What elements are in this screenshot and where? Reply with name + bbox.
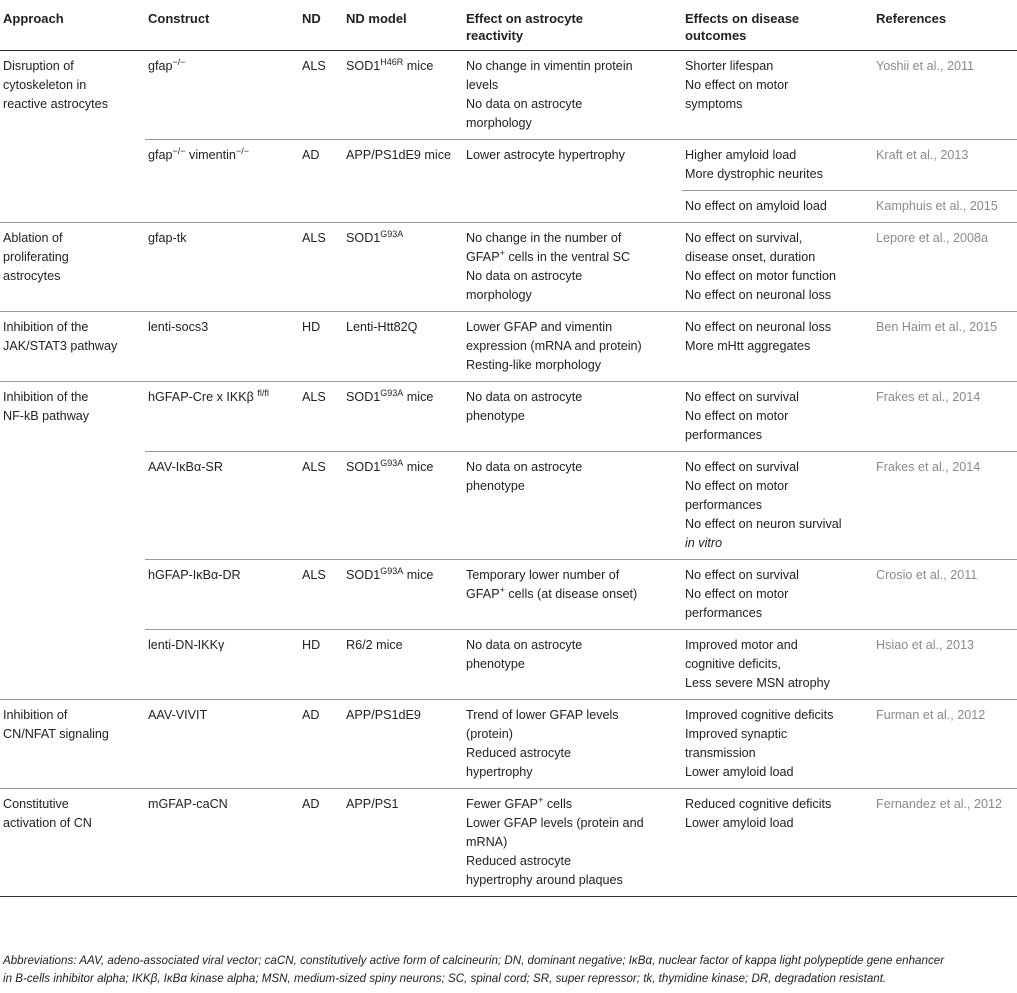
reactivity-cell (463, 452, 682, 560)
outcome-line: No effect on amyloid load (685, 199, 827, 213)
outcomes-cell (682, 630, 873, 700)
header-construct: Construct (145, 4, 299, 51)
header-effect-outcomes-line2: outcomes (685, 28, 747, 43)
reactivity-line: No data on astrocyte (466, 390, 583, 404)
model-superscript: G93A (380, 388, 404, 398)
reference-cell: Yoshii et al., 2011 (876, 59, 975, 73)
table-row (0, 51, 1017, 140)
nd-model-cell (343, 560, 463, 630)
nd-model-cell: APP/PS1dE9 mice (343, 140, 463, 223)
reference-cell: Ben Haim et al., 2015 (873, 312, 1017, 382)
table-row (0, 630, 1017, 700)
header-effect-outcomes (682, 4, 873, 51)
approach-cell (0, 223, 145, 312)
reactivity-line: phenotype (466, 657, 525, 671)
construct-text-mid: vimentin (185, 148, 236, 162)
outcome-line: Improved motor and (685, 638, 798, 652)
approach-line: Inhibition of the (3, 390, 89, 404)
header-approach: Approach (0, 4, 145, 51)
approach-line: JAK/STAT3 pathway (3, 339, 118, 353)
reactivity-line (466, 248, 678, 267)
nd-model-cell: Lenti-Htt82Q (343, 312, 463, 382)
reference-cell: Kraft et al., 2013 (873, 140, 1017, 191)
outcome-line: No effect on neuronal loss (685, 288, 832, 302)
outcomes-cell (682, 51, 873, 140)
table-row (0, 560, 1017, 630)
approach-line: proliferating (3, 250, 69, 264)
outcome-line: Reduced cognitive deficits (685, 797, 832, 811)
nd-cell: HD (299, 630, 343, 700)
construct-superscript: −/− (172, 57, 186, 67)
reference-cell: Kamphuis et al., 2015 (873, 191, 1017, 223)
outcome-line: No effect on survival (685, 568, 799, 582)
table-row (0, 382, 1017, 452)
model-suffix: mice (403, 460, 434, 474)
outcome-line: No effect on survival, (685, 231, 803, 245)
reactivity-cell (463, 700, 682, 789)
outcome-line: No effect on motor (685, 479, 789, 493)
reactivity-line: Resting-like morphology (466, 358, 602, 372)
construct-cell: gfap-tk (145, 223, 299, 312)
nd-model-cell: R6/2 mice (343, 630, 463, 700)
approach-line: Constitutive (3, 797, 69, 811)
outcome-line: No effect on neuronal loss (685, 320, 832, 334)
header-row (0, 4, 1017, 51)
outcomes-cell (682, 700, 873, 789)
outcomes-cell (682, 452, 873, 560)
approach-line: CN/NFAT signaling (3, 727, 109, 741)
nd-model-cell (343, 51, 463, 140)
reactivity-line: Trend of lower GFAP levels (466, 708, 619, 722)
approach-line: Inhibition of (3, 708, 68, 722)
reactivity-line: Lower GFAP levels (protein and (466, 816, 644, 830)
table-row (0, 312, 1017, 382)
approach-line: Ablation of (3, 231, 63, 245)
reactivity-superscript: + (538, 795, 544, 805)
nd-cell: HD (299, 312, 343, 382)
reactivity-text: cells (at disease onset) (504, 587, 638, 601)
reference-cell: Lepore et al., 2008a (873, 223, 1017, 312)
model-text: SOD1 (346, 231, 381, 245)
outcome-line: No effect on motor (685, 587, 789, 601)
nd-model-cell: APP/PS1dE9 (343, 700, 463, 789)
reactivity-line: No data on astrocyte (466, 460, 583, 474)
approach-line: astrocytes (3, 269, 61, 283)
model-superscript: G93A (380, 458, 404, 468)
nd-cell: ALS (299, 560, 343, 630)
header-effect-reactivity (463, 4, 682, 51)
outcome-line: performances (685, 606, 762, 620)
construct-cell (145, 51, 299, 140)
construct-text: hGFAP-Cre x IKKβ (148, 390, 254, 404)
reactivity-text: GFAP (466, 250, 500, 264)
outcomes-cell (682, 560, 873, 630)
nd-cell: ALS (299, 223, 343, 312)
reactivity-line: Reduced astrocyte (466, 854, 572, 868)
construct-text: gfap (148, 148, 173, 162)
outcome-line: No effect on motor (685, 78, 789, 92)
reactivity-line: Temporary lower number of (466, 568, 620, 582)
reactivity-text: GFAP (466, 587, 500, 601)
reactivity-line: No data on astrocyte (466, 638, 583, 652)
reactivity-line: Lower GFAP and vimentin (466, 320, 613, 334)
reactivity-cell (463, 560, 682, 630)
astrocyte-reactivity-table (0, 4, 1017, 897)
reactivity-cell (463, 630, 682, 700)
model-superscript: H46R (380, 57, 404, 67)
outcome-line: More dystrophic neurites (685, 167, 823, 181)
outcome-line: Higher amyloid load (685, 148, 797, 162)
model-superscript: G93A (380, 229, 404, 239)
outcome-line: in vitro (685, 536, 723, 550)
construct-cell: hGFAP-IκBα-DR (145, 560, 299, 630)
approach-line: cytoskeleton in (3, 78, 87, 92)
construct-text: gfap (148, 59, 173, 73)
construct-cell (145, 140, 299, 223)
approach-cell (0, 789, 145, 897)
table-row (0, 223, 1017, 312)
approach-line: Inhibition of the (3, 320, 89, 334)
reactivity-cell (463, 789, 682, 897)
construct-superscript: fl/fl (257, 388, 269, 398)
header-nd-model: ND model (343, 4, 463, 51)
reactivity-line: Reduced astrocyte (466, 746, 572, 760)
outcomes-cell (682, 312, 873, 382)
construct-cell: AAV-IκBα-SR (145, 452, 299, 560)
construct-cell: mGFAP-caCN (145, 789, 299, 897)
outcome-line: symptoms (685, 97, 743, 111)
nd-model-cell (343, 223, 463, 312)
reactivity-superscript: + (499, 248, 505, 258)
outcomes-cell (682, 789, 873, 897)
reactivity-line (466, 585, 678, 604)
approach-line: reactive astrocytes (3, 97, 108, 111)
reactivity-cell (463, 51, 682, 140)
reference-cell: Furman et al., 2012 (873, 700, 1017, 789)
model-text: SOD1 (346, 568, 381, 582)
reactivity-line: morphology (466, 116, 532, 130)
reactivity-line: phenotype (466, 479, 525, 493)
nd-cell: AD (299, 140, 343, 223)
outcomes-cell (682, 191, 873, 223)
reactivity-line: hypertrophy (466, 765, 533, 779)
outcome-line: No effect on survival (685, 460, 799, 474)
model-text: SOD1 (346, 59, 381, 73)
header-effect-reactivity-line2: reactivity (466, 28, 524, 43)
reactivity-line (466, 795, 678, 814)
table-row (0, 140, 1017, 191)
outcome-line: Lower amyloid load (685, 765, 794, 779)
outcomes-cell (682, 140, 873, 191)
reactivity-line: (protein) (466, 727, 513, 741)
table-row (0, 700, 1017, 789)
reactivity-line: No data on astrocyte (466, 97, 583, 111)
outcome-line: performances (685, 428, 762, 442)
reactivity-line: No change in the number of (466, 231, 622, 245)
outcome-line: performances (685, 498, 762, 512)
header-nd: ND (299, 4, 343, 51)
reactivity-text: cells in the ventral SC (504, 250, 631, 264)
approach-cell (0, 312, 145, 382)
table-row (0, 452, 1017, 560)
footnote-line: in B-cells inhibitor alpha; IKKβ, IκBα kinase alpha; MSN, medium-sized spiny neurons; SC, spinal cord; SR, super repressor; tk, thymidine kinase; DR, degradation resistant. (3, 972, 887, 985)
outcome-line: transmission (685, 746, 756, 760)
approach-cell (0, 700, 145, 789)
reactivity-cell (463, 312, 682, 382)
nd-model-cell: APP/PS1 (343, 789, 463, 897)
outcomes-cell (682, 382, 873, 452)
reactivity-line: phenotype (466, 409, 525, 423)
nd-model-cell (343, 382, 463, 452)
reactivity-text: Fewer GFAP (466, 797, 539, 811)
reactivity-cell (463, 382, 682, 452)
construct-superscript: −/− (235, 146, 249, 156)
reactivity-cell (463, 223, 682, 312)
model-text: SOD1 (346, 390, 381, 404)
nd-cell: ALS (299, 382, 343, 452)
reactivity-line: No data on astrocyte (466, 269, 583, 283)
approach-line: activation of CN (3, 816, 92, 830)
nd-cell: AD (299, 700, 343, 789)
table-row (0, 789, 1017, 897)
approach-cell (0, 51, 145, 223)
nd-cell: ALS (299, 452, 343, 560)
outcome-line: Less severe MSN atrophy (685, 676, 830, 690)
reactivity-cell (463, 140, 682, 223)
model-superscript: G93A (380, 566, 404, 576)
outcome-line: cognitive deficits, (685, 657, 781, 671)
approach-cell (0, 382, 145, 700)
outcome-line: No effect on neuron survival (685, 517, 842, 531)
nd-cell: ALS (302, 59, 326, 73)
reference-cell: Fernandez et al., 2012 (873, 789, 1017, 897)
construct-cell: AAV-VIVIT (145, 700, 299, 789)
model-suffix: mice (403, 568, 434, 582)
outcome-line: Improved synaptic (685, 727, 788, 741)
outcome-line: No effect on motor function (685, 269, 836, 283)
header-effect-outcomes-line1: Effects on disease (685, 11, 800, 26)
footnote-line: Abbreviations: AAV, adeno-associated viral vector; caCN, constitutively active form of calcineurin; DN, dominant negative; IκBα, nuclear factor of kappa light polypeptide gene enhancer (3, 954, 945, 967)
model-suffix: mice (403, 59, 434, 73)
reactivity-text: cells (543, 797, 573, 811)
header-references: References (873, 4, 1017, 51)
approach-line: NF-kB pathway (3, 409, 90, 423)
reactivity-line: morphology (466, 288, 532, 302)
outcome-line: No effect on motor (685, 409, 789, 423)
reactivity-line: No change in vimentin protein (466, 59, 633, 73)
outcome-line: More mHtt aggregates (685, 339, 811, 353)
reference-cell: Crosio et al., 2011 (873, 560, 1017, 630)
reference-cell: Frakes et al., 2014 (873, 382, 1017, 452)
model-suffix: mice (403, 390, 434, 404)
reference-cell: Hsiao et al., 2013 (873, 630, 1017, 700)
construct-superscript: −/− (172, 146, 186, 156)
reactivity-line: Lower astrocyte hypertrophy (466, 148, 625, 162)
construct-cell: lenti-socs3 (145, 312, 299, 382)
outcomes-cell (682, 223, 873, 312)
outcome-line: No effect on survival (685, 390, 799, 404)
approach-line: Disruption of (3, 59, 74, 73)
outcome-line: disease onset, duration (685, 250, 816, 264)
reactivity-line: mRNA) (466, 835, 508, 849)
outcome-line: Improved cognitive deficits (685, 708, 834, 722)
header-effect-reactivity-line1: Effect on astrocyte (466, 11, 584, 26)
reactivity-line: levels (466, 78, 499, 92)
table-footnote (3, 952, 1015, 988)
reactivity-line: expression (mRNA and protein) (466, 339, 642, 353)
reference-cell: Frakes et al., 2014 (873, 452, 1017, 560)
nd-cell: AD (299, 789, 343, 897)
construct-cell: lenti-DN-IKKγ (145, 630, 299, 700)
reactivity-line: hypertrophy around plaques (466, 873, 623, 887)
outcome-line: Lower amyloid load (685, 816, 794, 830)
nd-model-cell (343, 452, 463, 560)
outcome-line: Shorter lifespan (685, 59, 774, 73)
model-text: SOD1 (346, 460, 381, 474)
reactivity-superscript: + (499, 585, 505, 595)
construct-cell (145, 382, 299, 452)
